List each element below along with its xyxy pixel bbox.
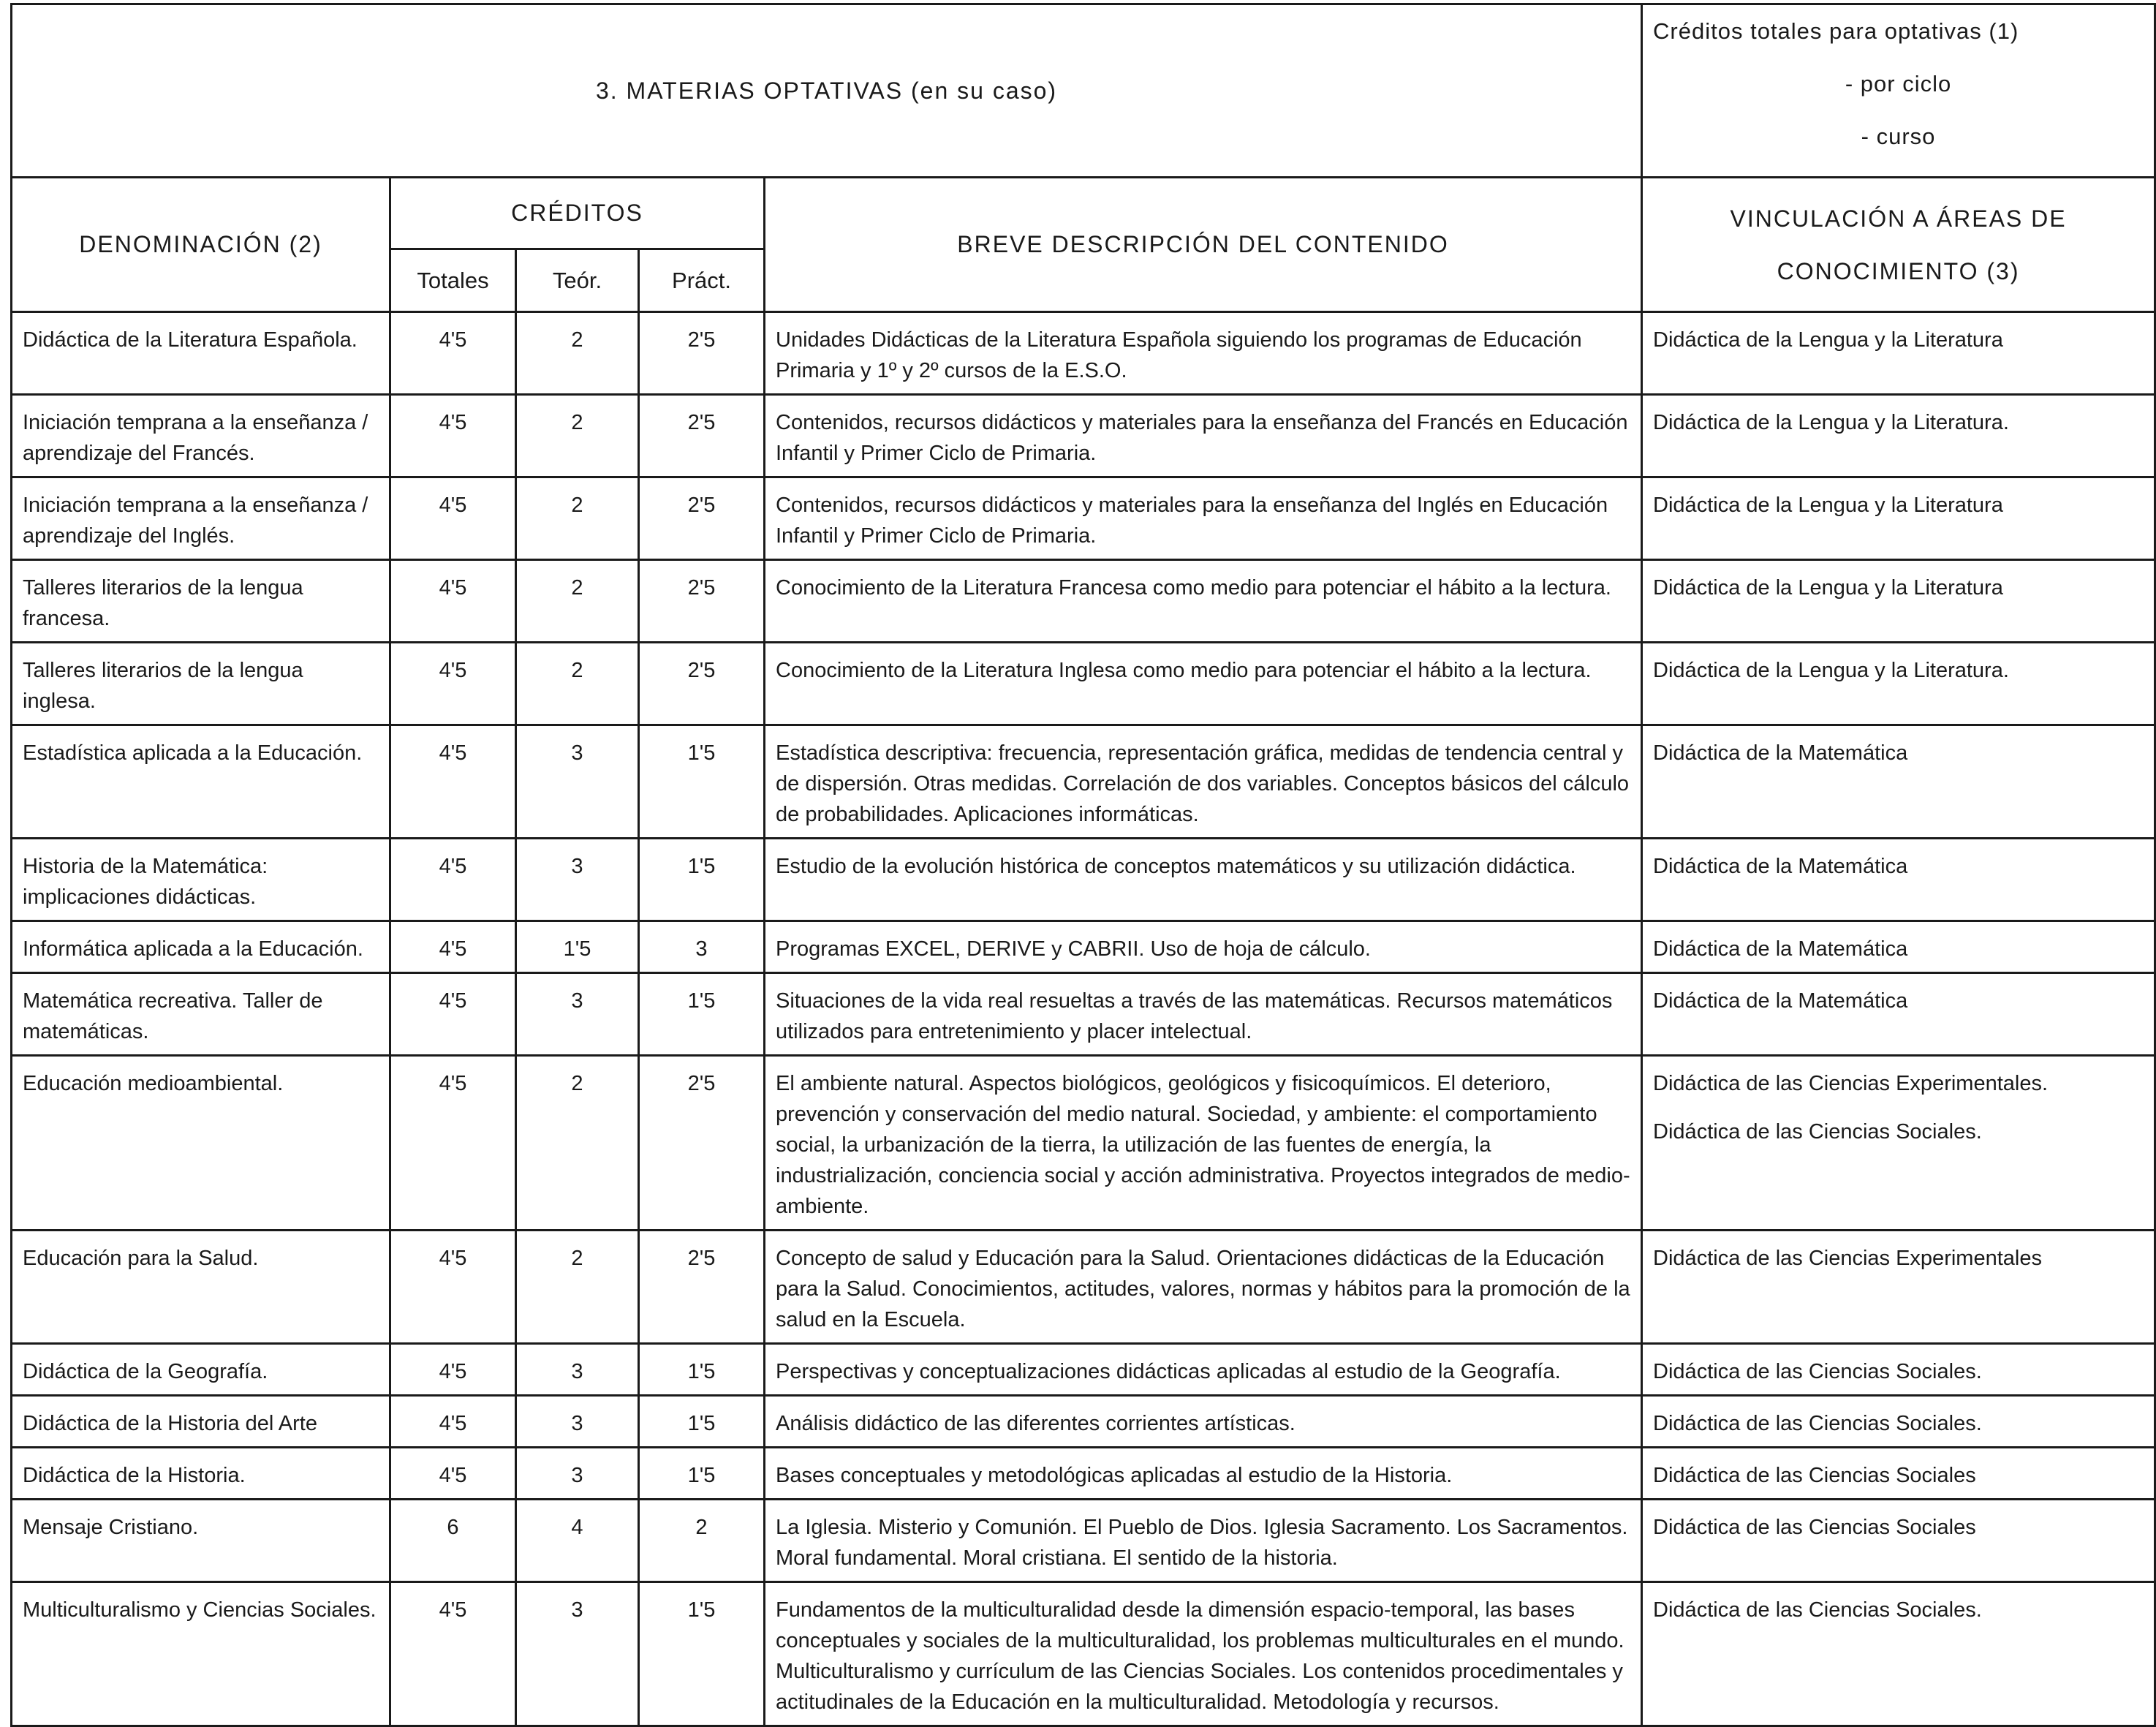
credits-pract: 1'5: [639, 725, 765, 839]
knowledge-areas: [1642, 395, 2155, 477]
credits-teor: 3: [516, 1448, 639, 1500]
title-row: [12, 4, 2155, 178]
knowledge-areas: [1642, 1448, 2155, 1500]
subject-name: Educación medioambiental.: [12, 1056, 390, 1231]
credits-note-line1: Créditos totales para optativas (1): [1653, 18, 2019, 44]
knowledge-area: Didáctica de la Matemática: [1653, 741, 1908, 765]
content-description: Conocimiento de la Literatura Francesa como medio para potenciar el hábito a la lectura.: [765, 560, 1642, 643]
knowledge-areas: [1642, 312, 2155, 395]
credits-teor: 2: [516, 477, 639, 560]
subject-name: Historia de la Matemática: implicaciones didácticas.: [12, 839, 390, 921]
credits-teor: 2: [516, 1056, 639, 1231]
subject-name: Didáctica de la Historia.: [12, 1448, 390, 1500]
content-description: La Iglesia. Misterio y Comunión. El Pueblo de Dios. Iglesia Sacramento. Los Sacramentos. Moral fundamental. Moral cristiana. El sentido de la historia.: [765, 1500, 1642, 1582]
knowledge-areas: [1642, 973, 2155, 1056]
subject-name: Didáctica de la Historia del Arte: [12, 1396, 390, 1448]
knowledge-area: Didáctica de las Ciencias Sociales.: [1653, 1412, 1982, 1435]
credits-totales: 6: [390, 1500, 516, 1582]
knowledge-area: Didáctica de las Ciencias Experimentales.: [1653, 1072, 2049, 1095]
credits-totales: 4'5: [390, 973, 516, 1056]
subject-name: Estadística aplicada a la Educación.: [12, 725, 390, 839]
knowledge-areas: [1642, 921, 2155, 973]
content-description: Situaciones de la vida real resueltas a través de las matemáticas. Recursos matemáticos utilizados para entretenimiento y placer intelectual.: [765, 973, 1642, 1056]
credits-pract: 1'5: [639, 1344, 765, 1396]
content-description: Análisis didáctico de las diferentes corrientes artísticas.: [765, 1396, 1642, 1448]
content-description: El ambiente natural. Aspectos biológicos, geológicos y fisicoquímicos. El deterioro, prevención y conservación del medio natural. Sociedad, y ambiente: el comportamiento social, la urbanización de la tierra, la utilización de las fuentes de energía, la industrialización, conciencia social y acción administrativa. Proyectos integrados de medio-ambiente.: [765, 1056, 1642, 1231]
credits-pract: 2'5: [639, 1056, 765, 1231]
table-row: [12, 1056, 2155, 1231]
table-row: [12, 395, 2155, 477]
table-row: [12, 973, 2155, 1056]
knowledge-areas: [1642, 477, 2155, 560]
knowledge-area: Didáctica de la Lengua y la Literatura: [1653, 328, 2003, 352]
optional-subjects-table: [10, 3, 2156, 1727]
credits-pract: 1'5: [639, 1582, 765, 1726]
credits-totales: 4'5: [390, 395, 516, 477]
credits-teor: 2: [516, 560, 639, 643]
knowledge-area: Didáctica de la Matemática: [1653, 855, 1908, 878]
credits-pract: 1'5: [639, 1448, 765, 1500]
knowledge-area: Didáctica de la Matemática: [1653, 937, 1908, 961]
credits-totales: 4'5: [390, 1582, 516, 1726]
credits-teor: 1'5: [516, 921, 639, 973]
table-row: [12, 1500, 2155, 1582]
table-row: [12, 643, 2155, 725]
knowledge-areas: [1642, 1582, 2155, 1726]
credits-pract: 1'5: [639, 839, 765, 921]
credits-totales: 4'5: [390, 725, 516, 839]
knowledge-areas: [1642, 560, 2155, 643]
content-description: Bases conceptuales y metodológicas aplicadas al estudio de la Historia.: [765, 1448, 1642, 1500]
knowledge-area: Didáctica de las Ciencias Sociales.: [1653, 1360, 1982, 1383]
table-row: [12, 560, 2155, 643]
teor-header: Teór.: [516, 249, 639, 312]
knowledge-areas: [1642, 643, 2155, 725]
optional-subjects-sheet: [10, 3, 2154, 1714]
credits-note-line2: - por ciclo: [1845, 71, 1952, 97]
knowledge-areas: [1642, 1344, 2155, 1396]
credits-teor: 3: [516, 1582, 639, 1726]
subject-name: Iniciación temprana a la enseñanza / aprendizaje del Inglés.: [12, 477, 390, 560]
content-description: Contenidos, recursos didácticos y materiales para la enseñanza del Inglés en Educación Infantil y Primer Ciclo de Primaria.: [765, 477, 1642, 560]
credits-teor: 2: [516, 312, 639, 395]
table-row: [12, 477, 2155, 560]
credits-totales: 4'5: [390, 921, 516, 973]
knowledge-area: Didáctica de la Lengua y la Literatura: [1653, 576, 2003, 600]
credits-teor: 3: [516, 839, 639, 921]
denominacion-header: DENOMINACIÓN (2): [12, 178, 390, 312]
knowledge-areas: [1642, 725, 2155, 839]
credits-pract: 2'5: [639, 312, 765, 395]
subject-name: Informática aplicada a la Educación.: [12, 921, 390, 973]
credits-pract: 2'5: [639, 643, 765, 725]
knowledge-area: Didáctica de la Lengua y la Literatura: [1653, 494, 2003, 517]
credits-teor: 3: [516, 1344, 639, 1396]
content-description: Concepto de salud y Educación para la Salud. Orientaciones didácticas de la Educación para la Salud. Conocimientos, actitudes, valores, normas y hábitos para la promoción de la salud en la Escuela.: [765, 1231, 1642, 1344]
vinculacion-header-line1: VINCULACIÓN A ÁREAS DE: [1730, 205, 2067, 232]
knowledge-area: Didáctica de la Lengua y la Literatura.: [1653, 411, 2009, 434]
knowledge-area: Didáctica de la Matemática: [1653, 989, 1908, 1013]
content-description: Estudio de la evolución histórica de conceptos matemáticos y su utilización didáctica.: [765, 839, 1642, 921]
table-row: [12, 1582, 2155, 1726]
vinculacion-header-line2: CONOCIMIENTO (3): [1777, 257, 2020, 284]
knowledge-areas: [1642, 1396, 2155, 1448]
credits-teor: 2: [516, 643, 639, 725]
totales-header: Totales: [390, 249, 516, 312]
credits-totales: 4'5: [390, 1448, 516, 1500]
knowledge-area: Didáctica de las Ciencias Sociales: [1653, 1464, 1976, 1487]
credits-totales: 4'5: [390, 1396, 516, 1448]
subject-name: Matemática recreativa. Taller de matemáticas.: [12, 973, 390, 1056]
credits-pract: 2'5: [639, 395, 765, 477]
credits-pract: 2: [639, 1500, 765, 1582]
subject-name: Didáctica de la Geografía.: [12, 1344, 390, 1396]
credits-totales: 4'5: [390, 477, 516, 560]
subject-name: Talleres literarios de la lengua francesa.: [12, 560, 390, 643]
content-description: Fundamentos de la multiculturalidad desde la dimensión espacio-temporal, las bases conceptuales y sociales de la multiculturalidad, los problemas multiculturales en el mundo. Multiculturalismo y currículum de las Ciencias Sociales. Los contenidos procedimentales y actitudinales de la Educación en la multiculturalidad. Metodología y recursos.: [765, 1582, 1642, 1726]
credits-pract: 2'5: [639, 560, 765, 643]
table-row: [12, 1448, 2155, 1500]
credits-teor: 4: [516, 1500, 639, 1582]
knowledge-area: Didáctica de las Ciencias Sociales.: [1653, 1120, 1982, 1144]
knowledge-area: Didáctica de las Ciencias Sociales.: [1653, 1598, 1982, 1622]
credits-teor: 3: [516, 1396, 639, 1448]
table-row: [12, 839, 2155, 921]
content-description: Contenidos, recursos didácticos y materiales para la enseñanza del Francés en Educación Infantil y Primer Ciclo de Primaria.: [765, 395, 1642, 477]
content-description: Programas EXCEL, DERIVE y CABRII. Uso de hoja de cálculo.: [765, 921, 1642, 973]
subject-name: Multiculturalismo y Ciencias Sociales.: [12, 1582, 390, 1726]
credits-totales: 4'5: [390, 1056, 516, 1231]
content-description: Unidades Didácticas de la Literatura Española siguiendo los programas de Educación Primaria y 1º y 2º cursos de la E.S.O.: [765, 312, 1642, 395]
subject-name: Didáctica de la Literatura Española.: [12, 312, 390, 395]
credits-totales: 4'5: [390, 643, 516, 725]
credits-note-line3: - curso: [1861, 124, 1936, 149]
table-row: [12, 1231, 2155, 1344]
subject-name: Iniciación temprana a la enseñanza / aprendizaje del Francés.: [12, 395, 390, 477]
content-description: Conocimiento de la Literatura Inglesa como medio para potenciar el hábito a la lectura.: [765, 643, 1642, 725]
credits-teor: 3: [516, 725, 639, 839]
pract-header: Práct.: [639, 249, 765, 312]
credits-teor: 2: [516, 395, 639, 477]
vinculacion-header: [1642, 178, 2155, 312]
table-row: [12, 312, 2155, 395]
credits-totales: 4'5: [390, 1231, 516, 1344]
credits-pract: 1'5: [639, 973, 765, 1056]
credits-teor: 3: [516, 973, 639, 1056]
table-row: [12, 725, 2155, 839]
section-title: 3. MATERIAS OPTATIVAS (en su caso): [12, 4, 1642, 178]
column-header-row: [12, 178, 2155, 249]
subject-name: Educación para la Salud.: [12, 1231, 390, 1344]
credits-note: [1642, 4, 2155, 178]
content-description: Estadística descriptiva: frecuencia, representación gráfica, medidas de tendencia central y de dispersión. Otras medidas. Correlación de dos variables. Conceptos básicos del cálculo de probabilidades. Aplicaciones informáticas.: [765, 725, 1642, 839]
credits-pract: 2'5: [639, 477, 765, 560]
table-row: [12, 1344, 2155, 1396]
table-row: [12, 921, 2155, 973]
knowledge-area: Didáctica de las Ciencias Sociales: [1653, 1516, 1976, 1539]
knowledge-area: Didáctica de las Ciencias Experimentales: [1653, 1247, 2042, 1270]
knowledge-area: Didáctica de la Lengua y la Literatura.: [1653, 659, 2009, 682]
subject-name: Talleres literarios de la lengua inglesa.: [12, 643, 390, 725]
content-description: Perspectivas y conceptualizaciones didácticas aplicadas al estudio de la Geografía.: [765, 1344, 1642, 1396]
creditos-header: CRÉDITOS: [390, 178, 765, 249]
knowledge-areas: [1642, 1500, 2155, 1582]
credits-teor: 2: [516, 1231, 639, 1344]
credits-totales: 4'5: [390, 560, 516, 643]
credits-totales: 4'5: [390, 312, 516, 395]
credits-pract: 2'5: [639, 1231, 765, 1344]
knowledge-areas: [1642, 1056, 2155, 1231]
credits-pract: 1'5: [639, 1396, 765, 1448]
credits-totales: 4'5: [390, 839, 516, 921]
knowledge-areas: [1642, 839, 2155, 921]
table-row: [12, 1396, 2155, 1448]
credits-pract: 3: [639, 921, 765, 973]
descripcion-header: BREVE DESCRIPCIÓN DEL CONTENIDO: [765, 178, 1642, 312]
knowledge-areas: [1642, 1231, 2155, 1344]
credits-totales: 4'5: [390, 1344, 516, 1396]
subject-name: Mensaje Cristiano.: [12, 1500, 390, 1582]
